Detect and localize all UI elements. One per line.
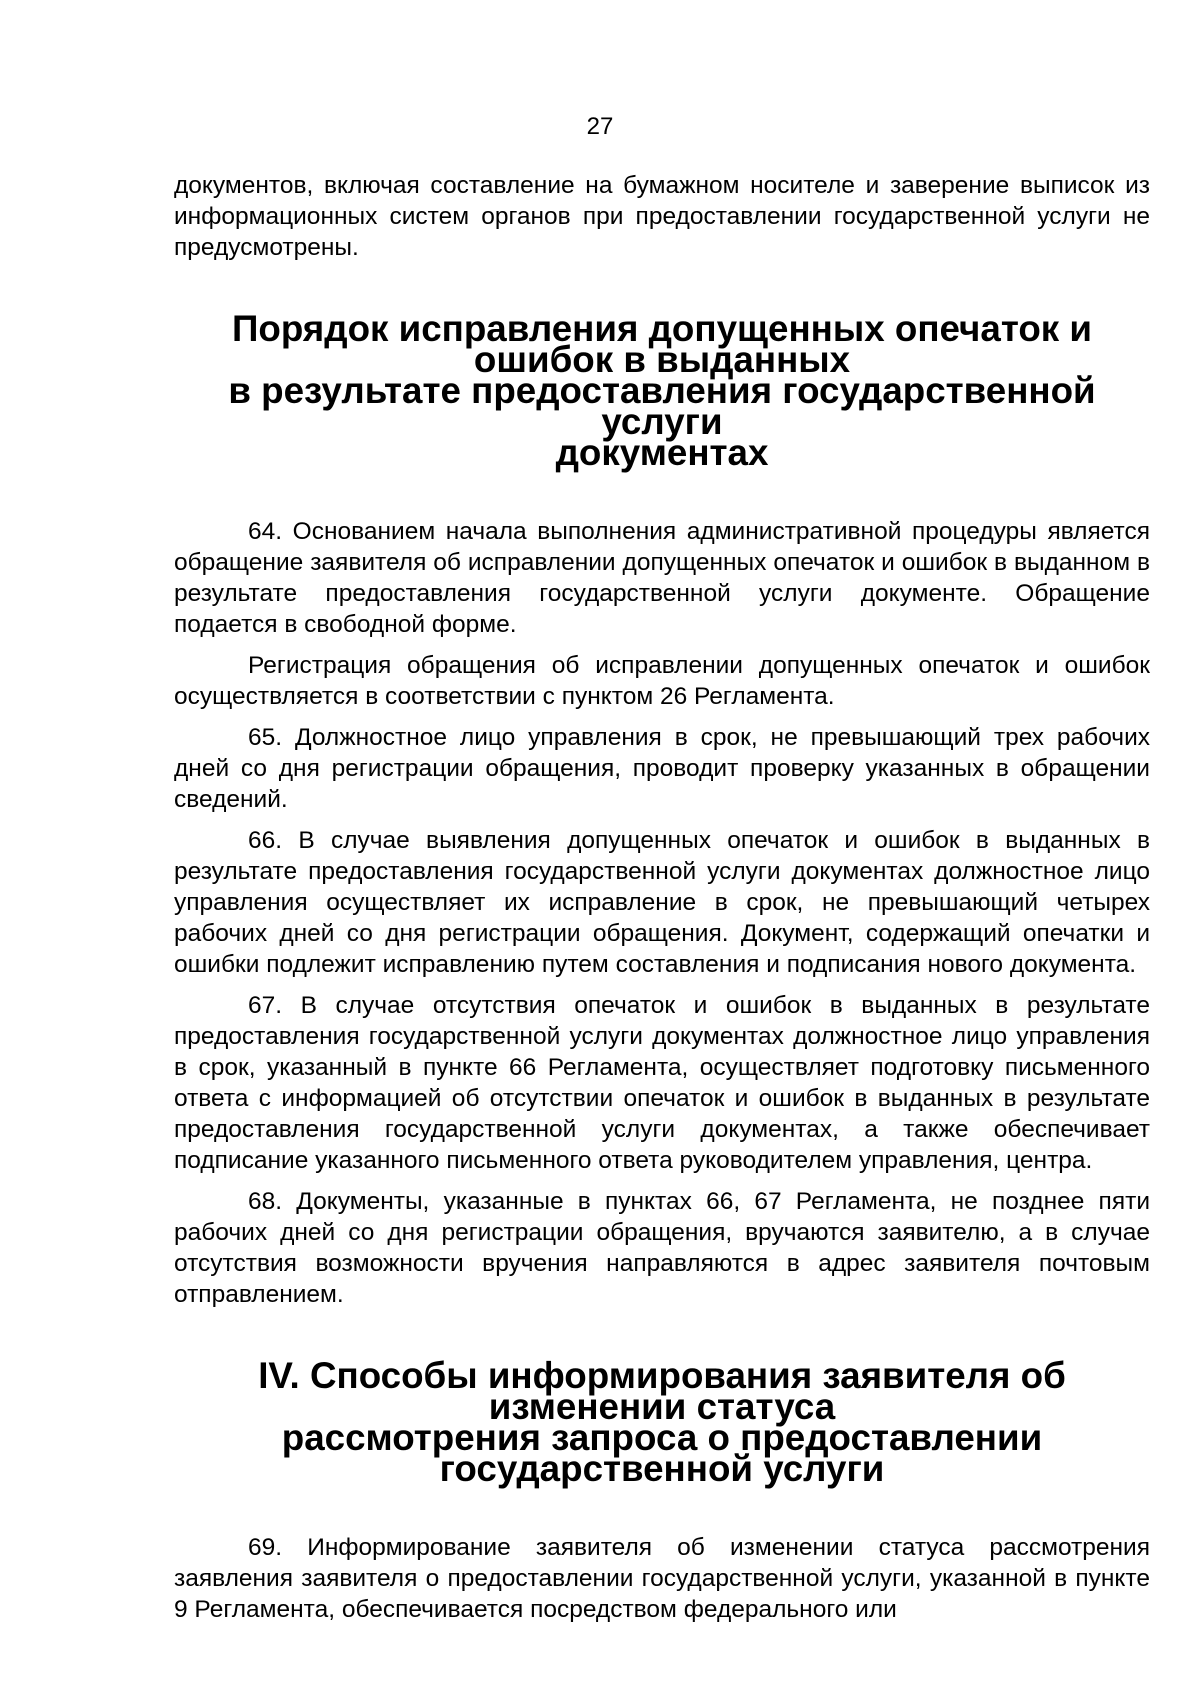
heading-line: в результате предоставления государственной услуги [228, 370, 1096, 442]
heading-line: рассмотрения запроса о предоставлении государственной услуги [281, 1417, 1043, 1489]
paragraph-64: 64. Основанием начала выполнения административной процедуры является обращение заявителя об исправлении допущенных опечаток и ошибок в выданном в результате предоставления государственной услуги документе. Обращение подается в свободной форме. [174, 518, 1150, 638]
heading-line: Порядок исправления допущенных опечаток и ошибок в выданных [231, 308, 1092, 380]
paragraph-67: 67. В случае отсутствия опечаток и ошибок в выданных в результате предоставления государственной услуги документах должностное лицо управления в срок, указанный в пункте 66 Регламента, осуществляет подготовку письменного ответа с информацией об отсутствии опечаток и ошибок в выданных в результате предоставления государственной услуги документах, а также обеспечивает подписание указанного письменного ответа руководителем управления, центра. [174, 992, 1150, 1174]
paragraph-66: 66. В случае выявления допущенных опечаток и ошибок в выданных в результате предоставления государственной услуги документах должностное лицо управления осуществляет их исправление в срок, не превышающий четырех рабочих дней со дня регистрации обращения. Документ, содержащий опечатки и ошибки подлежит исправлению путем составления и подписания нового документа. [174, 827, 1150, 978]
paragraph-registration: Регистрация обращения об исправлении допущенных опечаток и ошибок осуществляется в соответствии с пунктом 26 Регламента. [174, 652, 1150, 710]
paragraph-65: 65. Должностное лицо управления в срок, не превышающий трех рабочих дней со дня регистрации обращения, проводит проверку указанных в обращении сведений. [174, 724, 1150, 813]
section-heading-corrections [174, 308, 1150, 473]
heading-line: IV. Способы информирования заявителя об изменении статуса [258, 1355, 1066, 1427]
paragraph-68: 68. Документы, указанные в пунктах 66, 67 Регламента, не позднее пяти рабочих дней со дня регистрации обращения, вручаются заявителю, а в случае отсутствия возможности вручения направляются в адрес заявителя почтовым отправлением. [174, 1188, 1150, 1308]
document-body [174, 170, 1150, 1625]
intro-paragraph: документов, включая составление на бумажном носителе и заверение выписок из информационных систем органов при предоставлении государственной услуги не предусмотрены. [174, 172, 1150, 261]
section-heading-iv [174, 1355, 1150, 1489]
page-number: 27 [586, 113, 614, 140]
paragraph-69: 69. Информирование заявителя об изменении статуса рассмотрения заявления заявителя о предоставлении государственной услуги, указанной в пункте 9 Регламента, обеспечивается посредством федерального или [174, 1534, 1150, 1623]
heading-line: документах [555, 432, 769, 473]
